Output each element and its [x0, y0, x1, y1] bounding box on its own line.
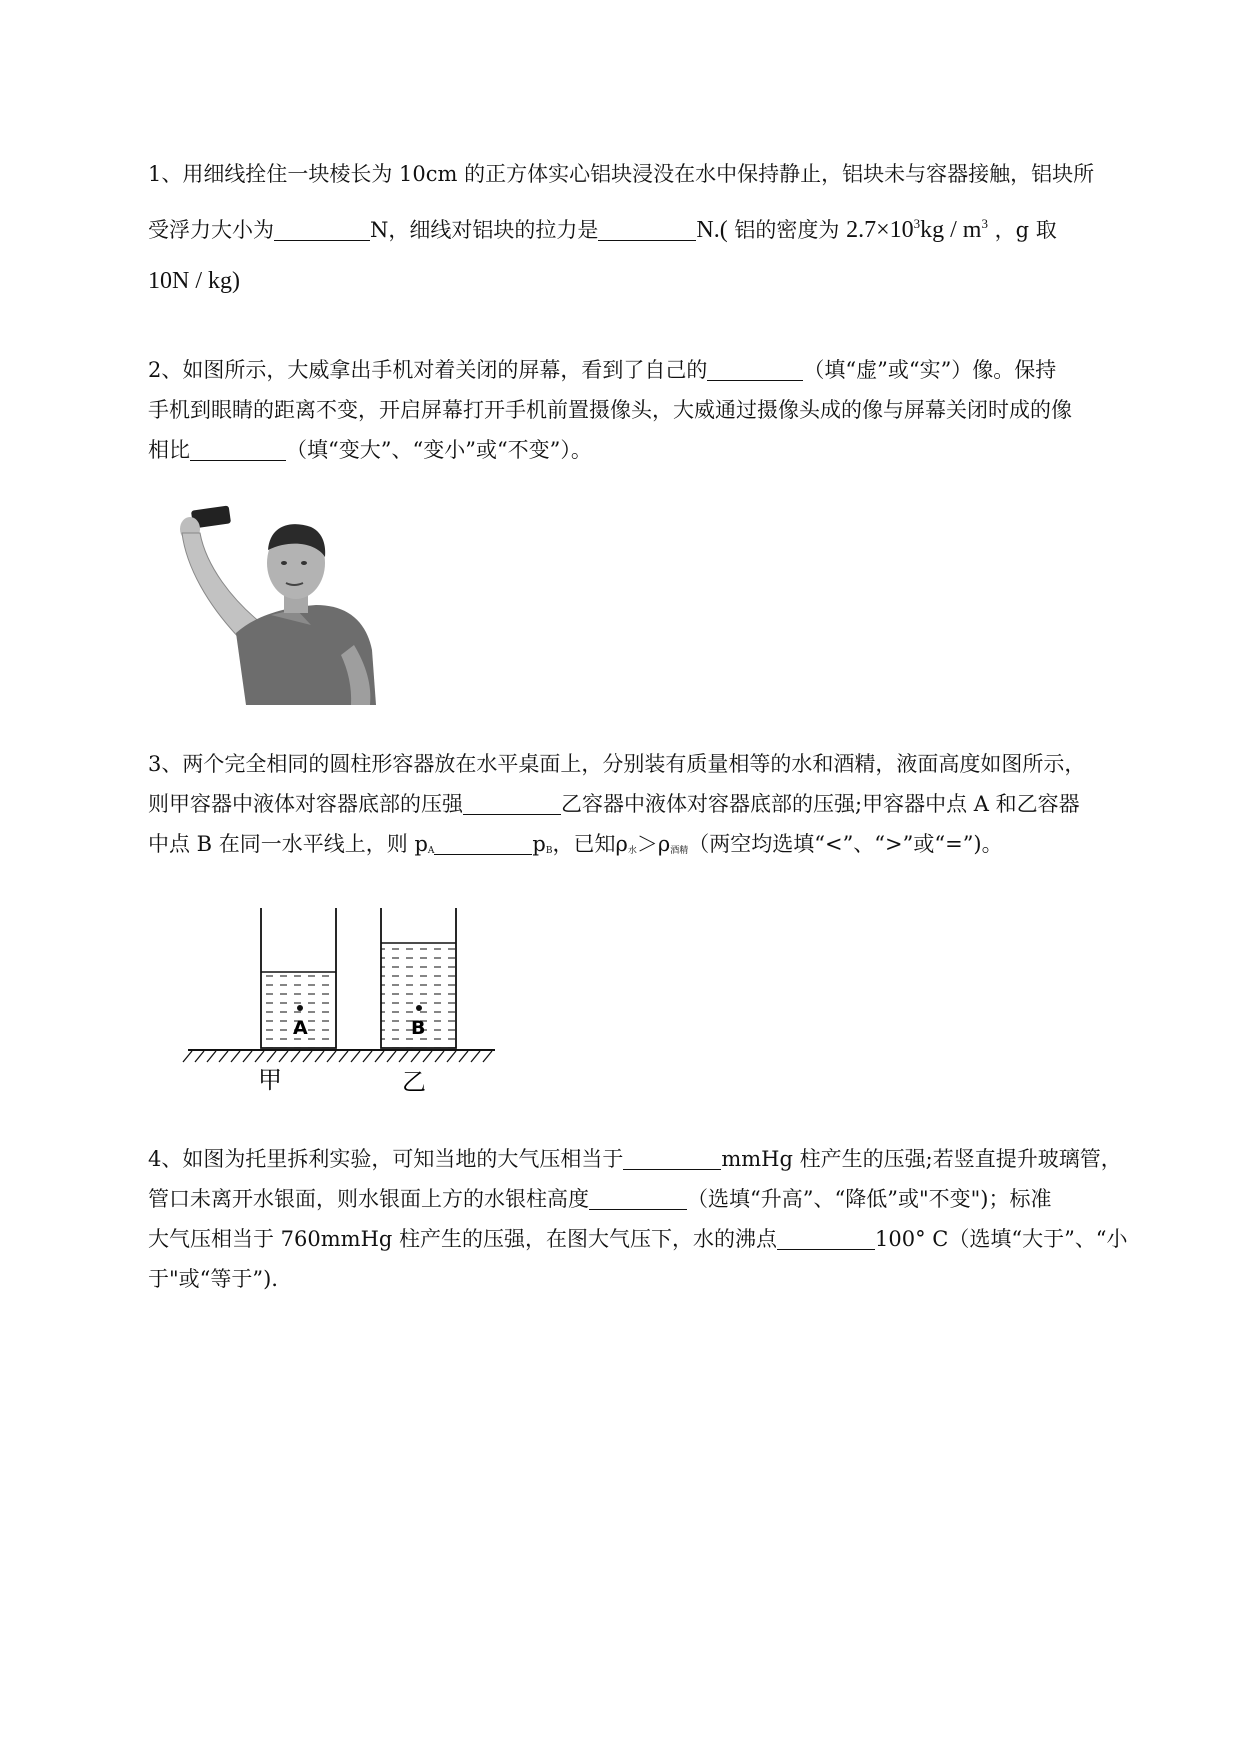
hatch-mark	[195, 1051, 204, 1062]
q3-line-1: 3、两个完全相同的圆柱形容器放在水平桌面上，分别装有质量相等的水和酒精，液面高度如图所示，	[148, 752, 1086, 776]
point-a-dot	[297, 1005, 303, 1011]
q3-sub-alcohol: 酒精	[670, 846, 689, 856]
ground-hatch	[183, 1051, 492, 1062]
q1-text-e: ，g 取	[987, 218, 1057, 242]
q4-line-2	[148, 1183, 1051, 1213]
selfie-figure	[176, 505, 386, 705]
hatch-mark	[459, 1051, 468, 1062]
q3-text-f: ＞ρ	[636, 832, 671, 856]
q1-text-b: N，细线对铝块的拉力是	[370, 218, 599, 242]
eye-right-shape	[301, 561, 307, 565]
q1-text-a: 受浮力大小为	[148, 218, 274, 242]
hatch-mark	[207, 1051, 216, 1062]
hatch-mark	[339, 1051, 348, 1062]
q2-blank-image-type[interactable]	[707, 358, 803, 381]
q4-text-c: 管口未离开水银面，则水银面上方的水银柱高度	[148, 1187, 589, 1211]
hatch-mark	[375, 1051, 384, 1062]
hatch-mark	[387, 1051, 396, 1062]
hatch-mark	[291, 1051, 300, 1062]
q3-sub-b: B	[545, 846, 553, 856]
q3-text-c: 中点 B 在同一水平线上，则 p	[148, 832, 428, 856]
hatch-mark	[483, 1051, 492, 1062]
q4-blank-boiling[interactable]	[777, 1227, 875, 1250]
q1-text-c: N.(	[696, 217, 728, 243]
q2-text-b: （填“虚”或“实”）像。保持	[803, 358, 1057, 382]
q1-line-3: 10N / kg)	[148, 268, 240, 294]
hatch-mark	[279, 1051, 288, 1062]
q2-line-3	[148, 434, 592, 464]
q3-text-e: ，已知ρ	[552, 832, 628, 856]
eye-left-shape	[281, 561, 287, 565]
label-yi: 乙	[402, 1068, 426, 1096]
q1-line-1: 1、用细线拴住一块棱长为 10cm 的正方体实心铝块浸没在水中保持静止，铝块未与容器接触，铝块所	[148, 162, 1095, 186]
hatch-mark	[399, 1051, 408, 1062]
hatch-mark	[327, 1051, 336, 1062]
hatch-mark	[315, 1051, 324, 1062]
hatch-mark	[435, 1051, 444, 1062]
q3-text-b: 乙容器中液体对容器底部的压强;甲容器中点 A 和乙容器	[561, 792, 1080, 816]
q1-density-formula	[846, 217, 988, 243]
q2-text-d: （填“变大”、“变小”或“不变”）。	[286, 438, 592, 462]
hatch-mark	[471, 1051, 480, 1062]
q1-blank-tension[interactable]	[598, 218, 696, 241]
q4-text-a: 4、如图为托里拆利实验，可知当地的大气压相当于	[148, 1147, 624, 1171]
label-jia: 甲	[258, 1066, 282, 1094]
hatch-mark	[447, 1051, 456, 1062]
q1-blank-buoyancy[interactable]	[274, 218, 370, 241]
q2-blank-image-size[interactable]	[190, 438, 286, 461]
q1-density-unit-exp: 3	[981, 216, 988, 231]
q3-line-2	[148, 788, 1080, 818]
point-a-label: A	[293, 1017, 308, 1039]
hatch-mark	[411, 1051, 420, 1062]
hatch-mark	[303, 1051, 312, 1062]
q3-text-g: （两空均选填“<”、“>”或“=”)。	[688, 832, 1003, 856]
point-b-dot	[416, 1005, 422, 1011]
hatch-mark	[231, 1051, 240, 1062]
q3-blank-point-compare[interactable]	[434, 832, 532, 855]
containers-figure	[180, 900, 510, 1100]
hatch-mark	[363, 1051, 372, 1062]
q4-blank-pressure[interactable]	[623, 1147, 721, 1170]
q4-text-b: mmHg 柱产生的压强;若竖直提升玻璃管，	[721, 1147, 1122, 1171]
q4-blank-height[interactable]	[589, 1187, 687, 1210]
q4-text-e: 大气压相当于 760mmHg 柱产生的压强，在图大气压下，水的沸点	[148, 1227, 778, 1251]
q3-text-d: p	[532, 832, 546, 856]
q1-line-2	[148, 214, 1057, 244]
q1-density-value: 2.7×10	[846, 217, 914, 243]
q3-sub-water: 水	[627, 846, 637, 856]
hatch-mark	[423, 1051, 432, 1062]
q4-line-3	[148, 1223, 1128, 1253]
q2-line-2: 手机到眼睛的距离不变，开启屏幕打开手机前置摄像头，大威通过摄像头成的像与屏幕关闭时成的像	[148, 398, 1072, 422]
hatch-mark	[255, 1051, 264, 1062]
q4-line-4: 于"或“等于”)．	[148, 1267, 293, 1291]
q1-text-d: 铝的密度为	[727, 218, 847, 242]
q1-density-unit: kg / m	[920, 217, 982, 243]
q2-text-a: 2、如图所示，大威拿出手机对着关闭的屏幕，看到了自己的	[148, 358, 708, 382]
q4-line-1	[148, 1143, 1122, 1173]
point-b-label: B	[411, 1017, 426, 1039]
hatch-mark	[219, 1051, 228, 1062]
q3-sub-a: A	[427, 846, 435, 856]
q3-text-a: 则甲容器中液体对容器底部的压强	[148, 792, 463, 816]
q2-text-c: 相比	[148, 438, 190, 462]
q3-line-3	[148, 828, 1003, 858]
q1-density-exp: 3	[913, 216, 921, 231]
q2-line-1	[148, 354, 1056, 384]
q4-text-d: （选填“升高”、“降低”或"不变")；标准	[687, 1187, 1052, 1211]
hatch-mark	[267, 1051, 276, 1062]
q3-blank-pressure-compare[interactable]	[463, 792, 561, 815]
hatch-mark	[183, 1051, 192, 1062]
q4-text-f: 100° C（选填“大于”、“小	[875, 1227, 1128, 1251]
hatch-mark	[351, 1051, 360, 1062]
hatch-mark	[243, 1051, 252, 1062]
